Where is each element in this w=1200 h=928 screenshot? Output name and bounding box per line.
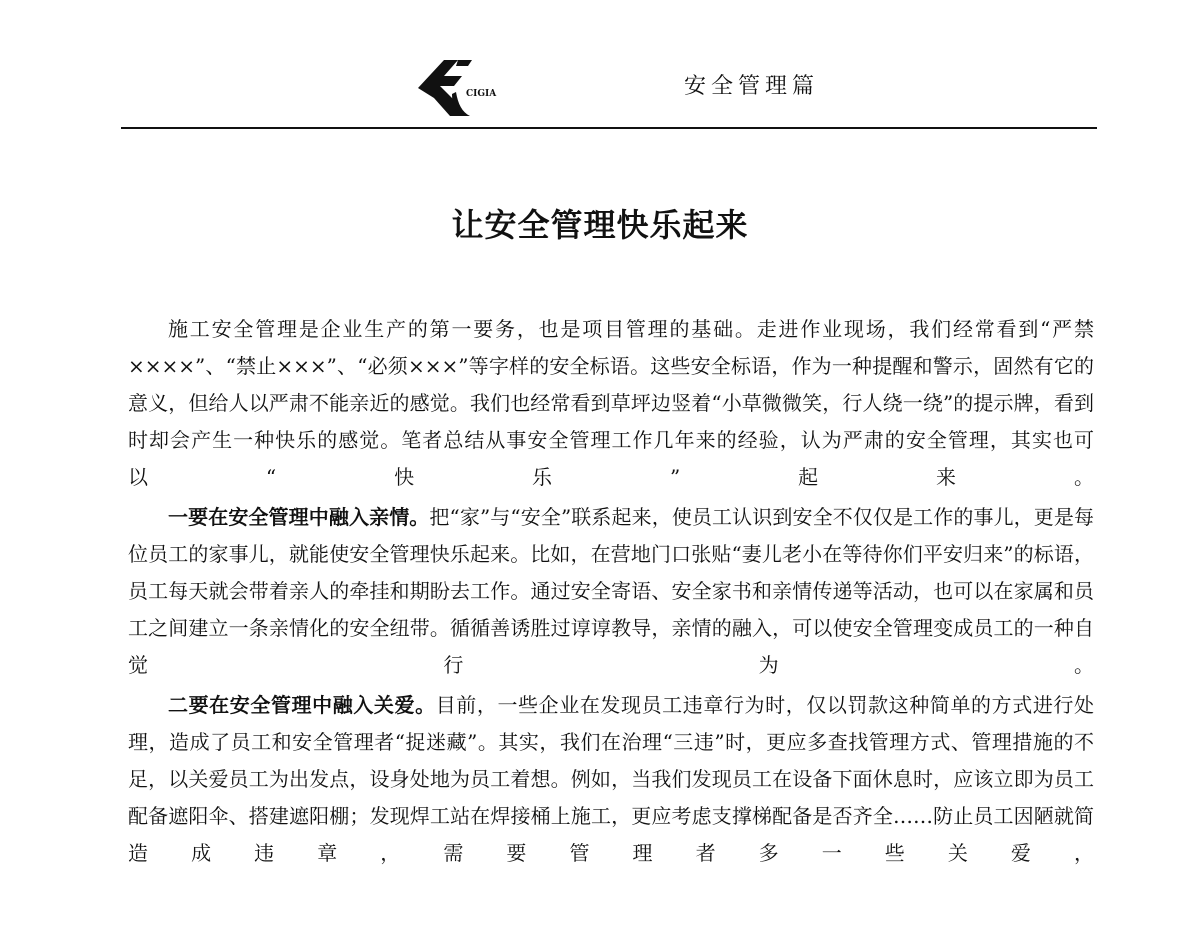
section-title: 安全管理篇 <box>684 74 820 99</box>
paragraph-intro <box>128 311 1094 496</box>
paragraph-text: 施工安全管理是企业生产的第一要务，也是项目管理的基础。走进作业现场，我们经常看到“严禁××××”、“禁止×××”、“必须×××”等字样的安全标语。这些安全标语，作为一种提醒和警示，固然有它的意义，但给人以严肃不能亲近的感觉。我们也经常看到草坪边竖着“小草微微笑，行人绕一绕”的提示牌，看到时却会产生一种快乐的感觉。笔者总结从事安全管理工作几年来的经验，认为严肃的安全管理，其实也可以“快乐”起来。 <box>128 317 1094 489</box>
article-title: 让安全管理快乐起来 <box>451 206 749 244</box>
header-divider <box>121 127 1097 129</box>
paragraph-lead: 二要在安全管理中融入关爱。 <box>168 693 436 717</box>
paragraph-text: 把“家”与“安全”联系起来，使员工认识到安全不仅仅是工作的事儿，更是每位员工的家事儿，就能使安全管理快乐起来。比如，在营地门口张贴“妻儿老小在等待你们平安归来”的标语，员工每天就会带着亲人的牵挂和期盼去工作。通过安全寄语、安全家书和亲情传递等活动，也可以在家属和员工之间建立一条亲情化的安全纽带。循循善诱胜过谆谆教导，亲情的融入，可以使安全管理变成员工的一种自觉行为。 <box>128 505 1094 677</box>
article-body <box>128 311 1094 875</box>
paragraph-family-affection <box>128 499 1094 684</box>
paragraph-text: 目前，一些企业在发现员工违章行为时，仅以罚款这种简单的方式进行处理，造成了员工和安全管理者“捉迷藏”。其实，我们在治理“三违”时，更应多查找管理方式、管理措施的不足，以关爱员工为出发点，设身处地为员工着想。例如，当我们发现员工在设备下面休息时，应该立即为员工配备遮阳伞、搭建遮阳棚；发现焊工站在焊接桶上施工，更应考虑支撑梯配备是否齐全……防止员工因陋就简造成违章，需要管理者多一些关爱， <box>128 693 1094 865</box>
paragraph-lead: 一要在安全管理中融入亲情。 <box>168 505 430 529</box>
publisher-logo <box>414 52 504 124</box>
logo-text: CIGIA <box>466 89 497 99</box>
logo-mark-icon <box>414 52 504 124</box>
paragraph-care <box>128 687 1094 872</box>
